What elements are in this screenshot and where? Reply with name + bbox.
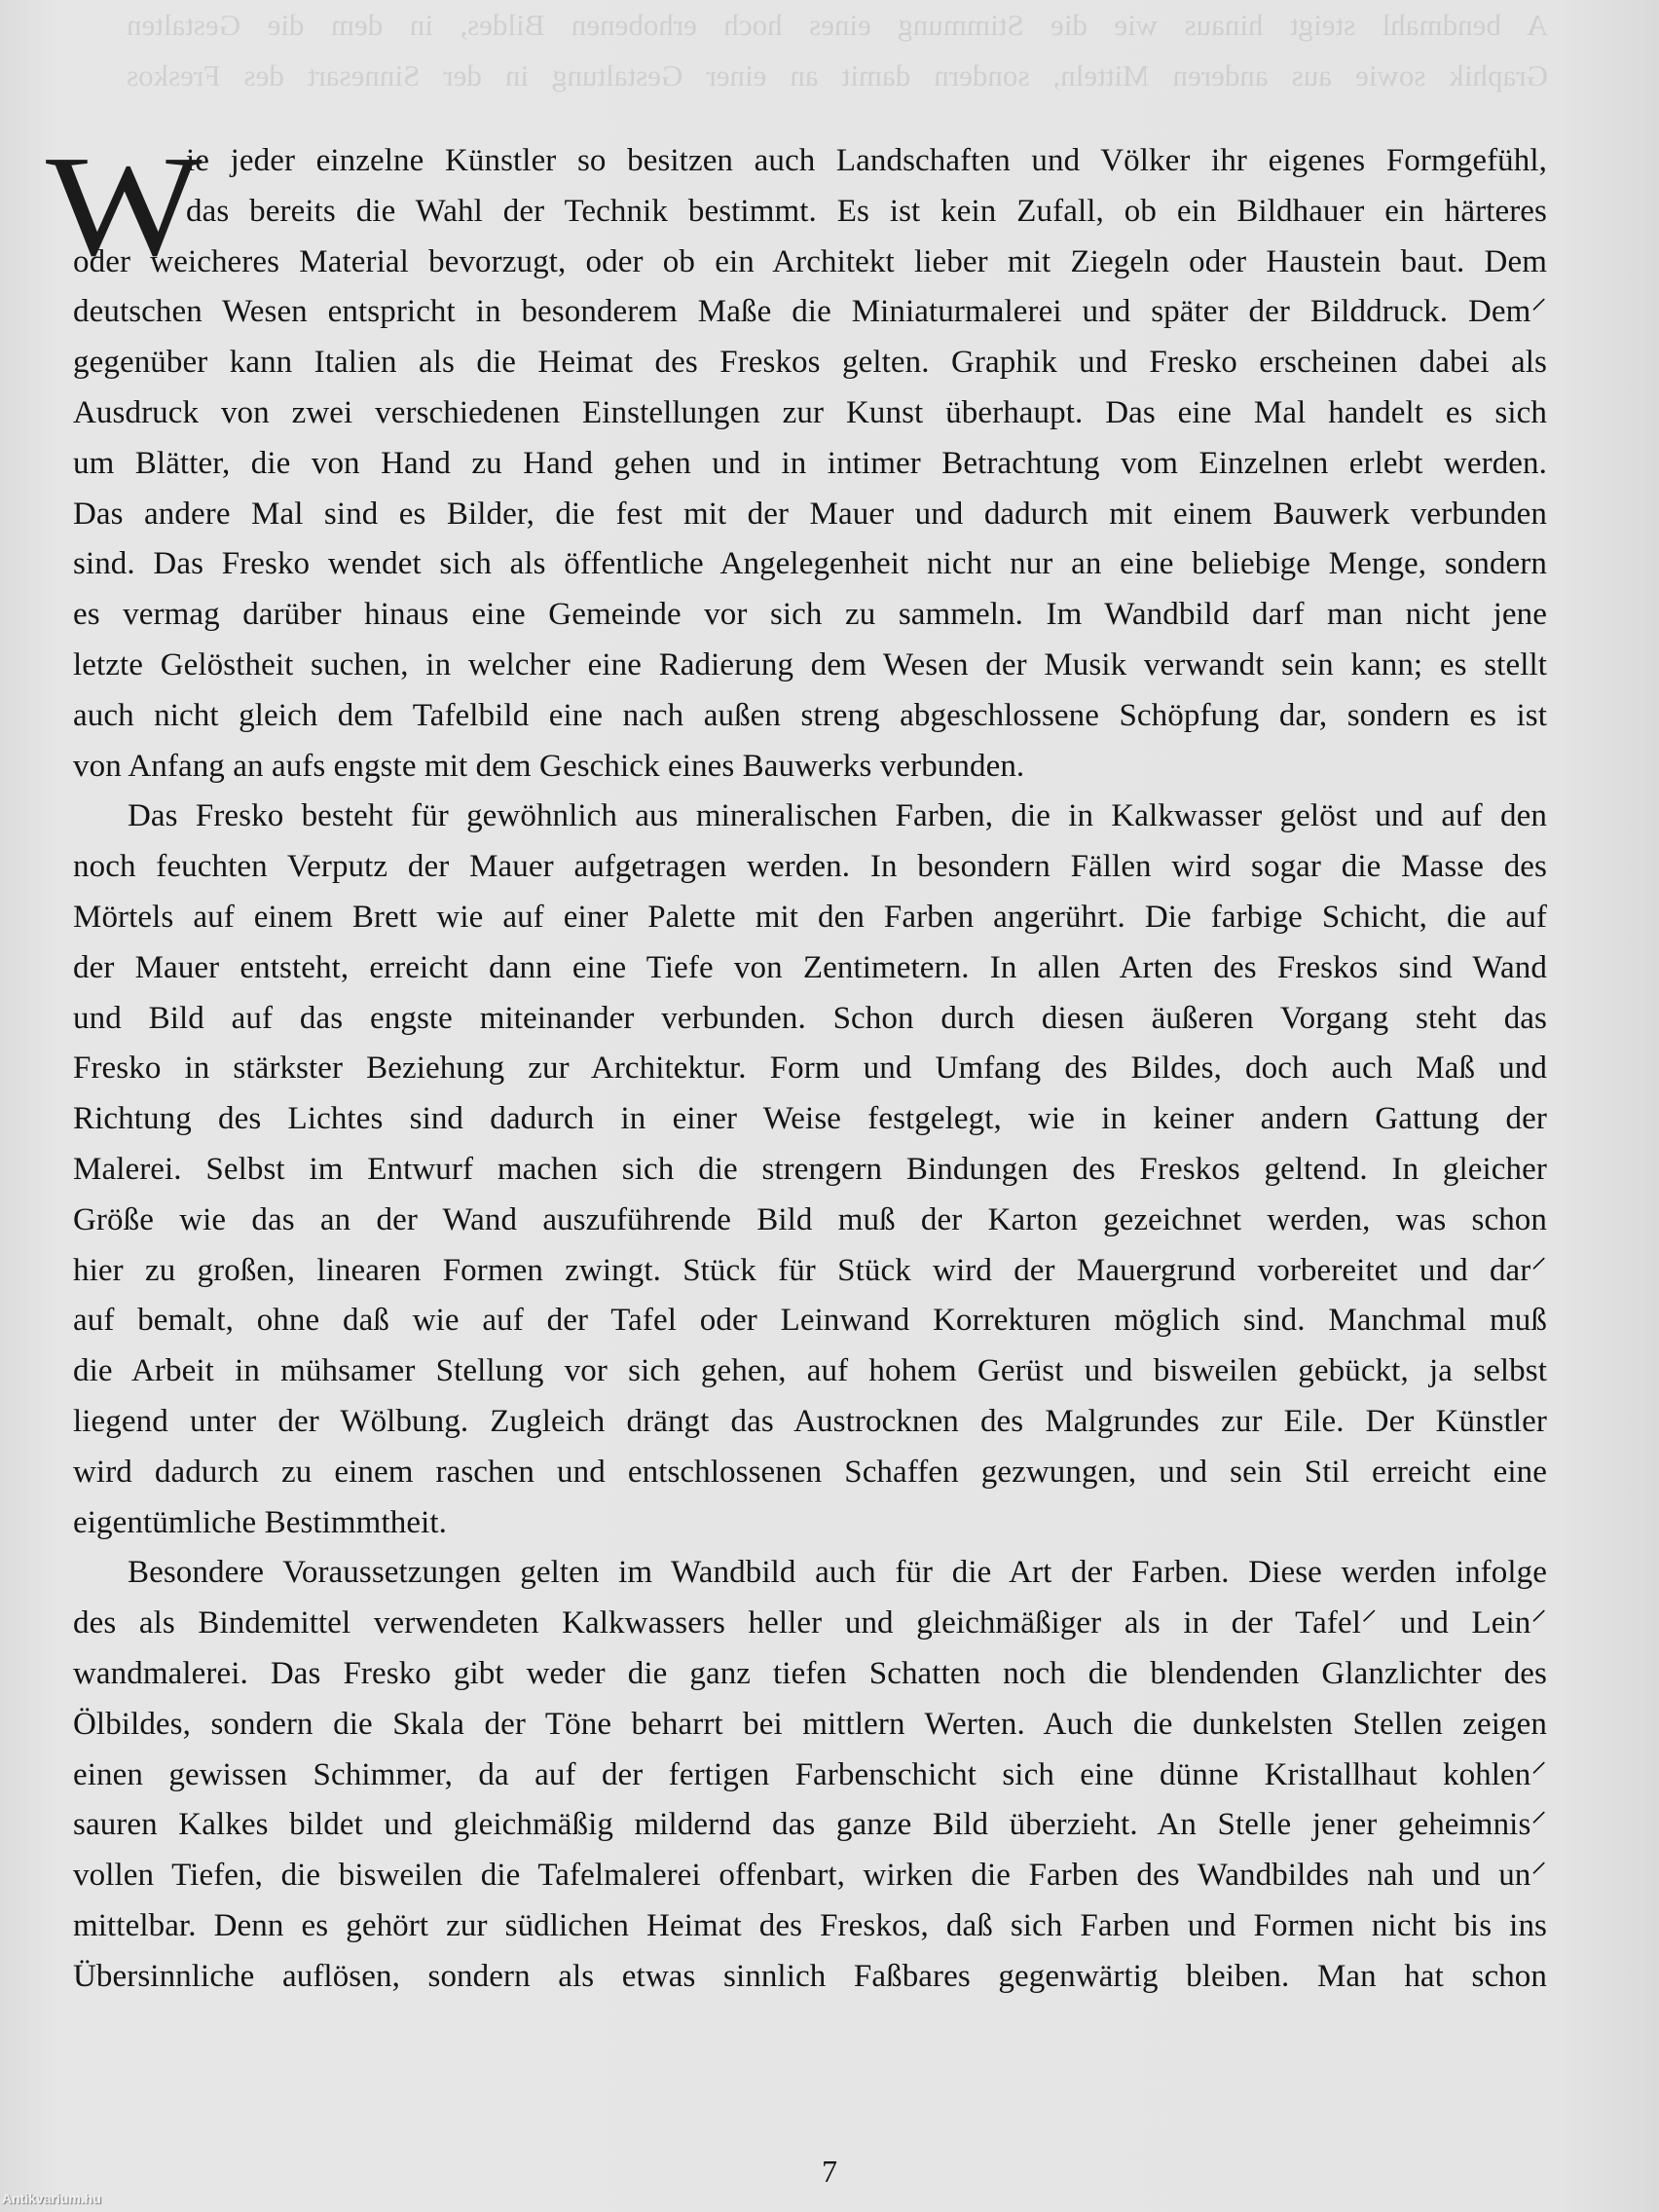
text-line: Größe wie das an der Wand auszuführende Bild muß der Karton gezeichnet werden, was schon (73, 1201, 1547, 1237)
text-line: noch feuchten Verputz der Mauer aufgetragen werden. In besondern Fällen wird sogar die Masse des (73, 849, 1547, 885)
text-line: auf bemalt, ohne daß wie auf der Tafel oder Leinwand Korrekturen möglich sind. Manchmal muß (73, 1303, 1547, 1339)
text-line: liegend unter der Wölbung. Zugleich drängt das Austrocknen des Malgrundes zur Eile. Der Künstler (73, 1403, 1547, 1439)
text-line: der Mauer entsteht, erreicht dann eine Tiefe von Zentimetern. In allen Arten des Freskos sind Wand (73, 949, 1547, 985)
text-line: Mörtels auf einem Brett wie auf einer Palette mit den Farben angerührt. Die farbige Schicht, die auf (73, 899, 1547, 935)
text-line: um Blätter, die von Hand zu Hand gehen und in intimer Betrachtung vom Einzelnen erlebt werden. (73, 445, 1547, 481)
text-line: Übersinnliche auflösen, sondern als etwas sinnlich Faßbares gegenwärtig bleiben. Man hat schon (73, 1958, 1547, 1994)
text-line: Ölbildes, sondern die Skala der Töne beharrt bei mittlern Werten. Auch die dunkelsten Stellen zeigen (73, 1706, 1547, 1742)
page-number: 7 (822, 2154, 837, 2189)
text-line: die Arbeit in mühsamer Stellung vor sich gehen, auf hohem Gerüst und bisweilen gebückt, ja selbst (73, 1353, 1547, 1389)
text-line: das bereits die Wahl der Technik bestimmt. Es ist kein Zufall, ob ein Bildhauer ein härteres (186, 193, 1547, 229)
text-line: vollen Tiefen, die bisweilen die Tafelmalerei offenbart, wirken die Farben des Wandbildes nah und un⸍ (73, 1858, 1547, 1894)
text-line: mittelbar. Denn es gehört zur südlichen Heimat des Freskos, daß sich Farben und Formen nicht bis ins (73, 1907, 1547, 1943)
page-body (46, 127, 1547, 2002)
paragraph-3 (73, 1548, 1547, 2002)
paragraph-2 (73, 792, 1547, 1548)
show-through-text: A bendmahl steigt hinaus wie die Stimmung eines hoch erhobenen Bildes, in dem die Gestalten Graphik sowie aus anderen Mitteln, sondern damit an einer Gestaltung in der Sinnesart des Freskos (127, 8, 1548, 92)
text-line: deutschen Wesen entspricht in besonderem Maße die Miniaturmalerei und später der Bilddruck. Dem⸍ (73, 294, 1547, 330)
text-line: es vermag darüber hinaus eine Gemeinde vor sich zu sammeln. Im Wandbild darf man nicht jene (73, 597, 1547, 633)
text-line: einen gewissen Schimmer, da auf der fertigen Farbenschicht sich eine dünne Kristallhaut kohlen⸍ (73, 1756, 1547, 1792)
text-line: des als Bindemittel verwendeten Kalkwassers heller und gleichmäßiger als in der Tafel⸍ und Lein⸍ (73, 1605, 1547, 1641)
text-line: Malerei. Selbst im Entwurf machen sich die strengern Bindungen des Freskos geltend. In gleicher (73, 1151, 1547, 1187)
text-line: Das Fresko besteht für gewöhnlich aus mineralischen Farben, die in Kalkwasser gelöst und auf den (128, 798, 1547, 834)
text-line: von Anfang an aufs engste mit dem Geschick eines Bauwerks verbunden. (73, 748, 1025, 784)
text-line: hier zu großen, linearen Formen zwingt. Stück für Stück wird der Mauergrund vorbereitet und dar⸍ (73, 1252, 1547, 1288)
text-line: Fresko in stärkster Beziehung zur Architektur. Form und Umfang des Bildes, doch auch Maß und (73, 1051, 1547, 1087)
text-line: gegenüber kann Italien als die Heimat des Freskos gelten. Graphik und Fresko erscheinen dabei als (73, 345, 1547, 381)
text-line: Besondere Voraussetzungen gelten im Wandbild auch für die Art der Farben. Diese werden infolge (128, 1555, 1547, 1591)
text-line: Das andere Mal sind es Bilder, die fest mit der Mauer und dadurch mit einem Bauwerk verbunden (73, 496, 1547, 532)
text-line: sauren Kalkes bildet und gleichmäßig mildernd das ganze Bild überzieht. An Stelle jener geheimnis⸍ (73, 1807, 1547, 1843)
text-line: Richtung des Lichtes sind dadurch in einer Weise festgelegt, wie in keiner andern Gattung der (73, 1101, 1547, 1137)
text-line: wird dadurch zu einem raschen und entschlossenen Schaffen gezwungen, und sein Stil erreicht eine (73, 1454, 1547, 1490)
text-line: auch nicht gleich dem Tafelbild eine nach außen streng abgeschlossene Schöpfung dar, sondern es ist (73, 697, 1547, 733)
text-line: oder weicheres Material bevorzugt, oder ob ein Architekt lieber mit Ziegeln oder Haustein baut. Dem (73, 243, 1547, 279)
text-line: Ausdruck von zwei verschiedenen Einstellungen zur Kunst überhaupt. Das eine Mal handelt es sich (73, 394, 1547, 430)
text-line: sind. Das Fresko wendet sich als öffentliche Angelegenheit nicht nur an eine beliebige Menge, sondern (73, 546, 1547, 582)
drop-cap: W (46, 127, 203, 286)
text-line: eigentümliche Bestimmtheit. (73, 1504, 447, 1540)
text-line: und Bild auf das engste miteinander verbunden. Schon durch diesen äußeren Vorgang steht das (73, 1000, 1547, 1036)
text-line: letzte Gelöstheit suchen, in welcher eine Radierung dem Wesen der Musik verwandt sein kann; es stellt (73, 646, 1547, 682)
paragraph-1 (46, 127, 1547, 792)
text-line: wandmalerei. Das Fresko gibt weder die ganz tiefen Schatten noch die blendenden Glanzlichter des (73, 1655, 1547, 1691)
text-line: ie jeder einzelne Künstler so besitzen auch Landschaften und Völker ihr eigenes Formgefühl, (186, 143, 1547, 178)
watermark: Antikvarium.hu (2, 2191, 101, 2206)
